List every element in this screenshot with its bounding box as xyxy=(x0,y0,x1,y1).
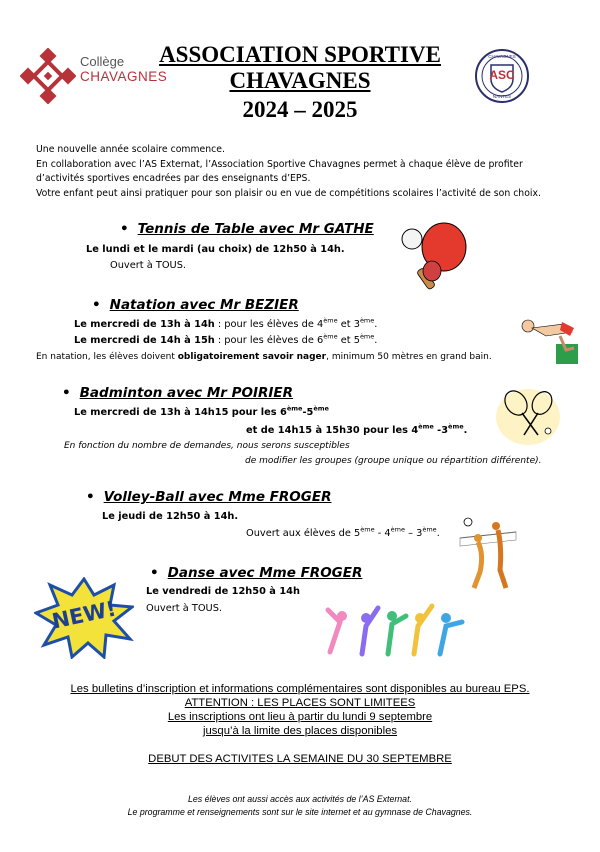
activity-badminton-title xyxy=(62,385,293,401)
intro-line3: d’activités sportives encadrées par des enseignants d’EPS. xyxy=(36,173,311,184)
natation-slot-1-time: Le mercredi de 13h à 14h xyxy=(74,319,215,330)
badminton-note-2: de modifier les groupes (groupe unique ou répartition différente). xyxy=(245,456,542,466)
badminton-title-text: Badminton avec Mr POIRIER xyxy=(79,385,294,401)
footer-line3: Les inscriptions ont lieu à partir du lundi 9 septembre xyxy=(167,711,433,723)
badminton-slot-1-mid: -5 xyxy=(302,407,314,418)
new-badge xyxy=(34,577,134,659)
ping-pong-paddle-icon xyxy=(392,213,472,293)
college-logo-line1: Collège xyxy=(80,54,125,69)
natation-slot-2-time: Le mercredi de 14h à 15h xyxy=(74,335,215,346)
footer-line2: ATTENTION : LES PLACES SONT LIMITEES xyxy=(184,697,416,709)
badminton-slot-2-text: et de 14h15 à 15h30 pour les 4 xyxy=(246,425,419,436)
natation-slot-2-end: . xyxy=(374,335,378,346)
activity-natation-title xyxy=(92,297,299,313)
volley-groups-mid1: - 4 xyxy=(374,528,391,539)
asc-logo-top-text: CHAVAGNES xyxy=(488,54,516,59)
college-emblem-icon xyxy=(20,48,76,104)
title-line1: ASSOCIATION SPORTIVE xyxy=(159,42,441,67)
bullet: • xyxy=(150,565,159,581)
intro-line1: Une nouvelle année scolaire commence. xyxy=(36,144,225,155)
intro-line2: En collaboration avec l’AS Externat, l’Association Sportive Chavagnes permet à chaque élève de profiter xyxy=(36,158,523,170)
badminton-slot-2-mid: -3 xyxy=(433,425,449,436)
sup-eme: ème xyxy=(360,525,375,534)
natation-note-c: , minimum 50 mètres en grand bain. xyxy=(326,352,492,362)
endnote-line2: Le programme et renseignements sont sur le site internet et au gymnase de Chavagnes. xyxy=(127,807,473,817)
natation-slot-1-end: . xyxy=(374,319,378,330)
badminton-rackets-icon xyxy=(494,385,564,449)
endnote-line1: Les élèves ont aussi accès aux activités de l’AS Externat. xyxy=(188,794,412,804)
natation-note-b: obligatoirement savoir nager xyxy=(177,352,327,362)
footer-line4: jusqu’à la limite des places disponibles xyxy=(202,725,398,737)
sup-eme: ème xyxy=(323,332,338,341)
sup-eme: ème xyxy=(422,525,437,534)
sup-eme: ème xyxy=(448,422,464,431)
badminton-note-1: En fonction du nombre de demandes, nous serons susceptibles xyxy=(64,441,350,451)
sup-eme: ème xyxy=(359,316,375,325)
danse-open: Ouvert à TOUS. xyxy=(146,603,223,614)
volley-groups-end: . xyxy=(436,528,440,539)
badminton-slot-2-end: . xyxy=(463,425,468,436)
volley-groups-text: Ouvert aux élèves de 5 xyxy=(246,528,361,539)
footer-line5: DEBUT DES ACTIVITES LA SEMAINE DU 30 SEPTEMBRE xyxy=(148,753,452,765)
tennis-title-text: Tennis de Table avec Mr GATHE xyxy=(137,221,374,237)
volley-title-text: Volley-Ball avec Mme FROGER xyxy=(103,489,332,505)
sup-eme: ème xyxy=(313,404,329,413)
bullet: • xyxy=(86,489,95,505)
volley-groups xyxy=(246,525,440,539)
college-logo-line2: CHAVAGNES xyxy=(80,69,168,84)
badminton-slot-1 xyxy=(74,404,329,418)
tennis-open: Ouvert à TOUS. xyxy=(110,260,187,271)
badminton-slot-2 xyxy=(246,422,468,436)
asc-logo-initials: ASC xyxy=(489,68,515,82)
natation-slot-2 xyxy=(74,332,378,346)
bullet: • xyxy=(92,297,101,313)
asc-logo-bottom-text: NANTES xyxy=(492,94,512,99)
tennis-schedule: Le lundi et le mardi (au choix) de 12h50 à 14h. xyxy=(86,244,345,255)
dancers-icon xyxy=(322,592,472,660)
volley-groups-mid2: – 3 xyxy=(404,528,423,539)
swimmer-icon xyxy=(516,314,582,376)
title-years: 2024 – 2025 xyxy=(242,97,358,122)
intro-line4: Votre enfant peut ainsi pratiquer pour son plaisir ou en vue de compétitions scolaires l’activité de son choix. xyxy=(36,187,541,199)
footer-line1: Les bulletins d’inscription et informations complémentaires sont disponibles au bureau EPS. xyxy=(70,683,530,695)
volleyball-players-icon xyxy=(456,512,520,592)
natation-slot-1 xyxy=(74,316,378,330)
activity-danse-title xyxy=(150,565,362,581)
natation-note-a: En natation, les élèves doivent xyxy=(36,352,178,362)
sup-eme: ème xyxy=(286,404,303,413)
bullet: • xyxy=(62,385,71,401)
natation-slot-1-text: : pour les élèves de 4 xyxy=(214,319,324,330)
natation-title-text: Natation avec Mr BEZIER xyxy=(109,297,299,313)
badminton-slot-1-text: Le mercredi de 13h à 14h15 pour les 6 xyxy=(74,407,287,418)
volley-schedule: Le jeudi de 12h50 à 14h. xyxy=(102,511,239,522)
natation-slot-1-mid: et 3 xyxy=(337,319,360,330)
sup-eme: ème xyxy=(390,525,405,534)
danse-title-text: Danse avec Mme FROGER xyxy=(167,565,363,581)
title-line2: CHAVAGNES xyxy=(229,68,371,93)
activity-volley-title xyxy=(86,489,331,505)
asc-logo xyxy=(474,48,530,104)
intro-text xyxy=(36,143,576,201)
sup-eme: ème xyxy=(418,422,434,431)
sup-eme: ème xyxy=(323,316,338,325)
activity-tennis-title xyxy=(120,221,374,237)
bullet: • xyxy=(120,221,129,237)
danse-schedule: Le vendredi de 12h50 à 14h xyxy=(146,586,300,597)
natation-slot-2-mid: et 5 xyxy=(337,335,360,346)
sup-eme: ème xyxy=(359,332,375,341)
natation-slot-2-text: : pour les élèves de 6 xyxy=(214,335,324,346)
new-badge-text: NEW! xyxy=(49,596,119,634)
natation-note xyxy=(36,352,492,362)
